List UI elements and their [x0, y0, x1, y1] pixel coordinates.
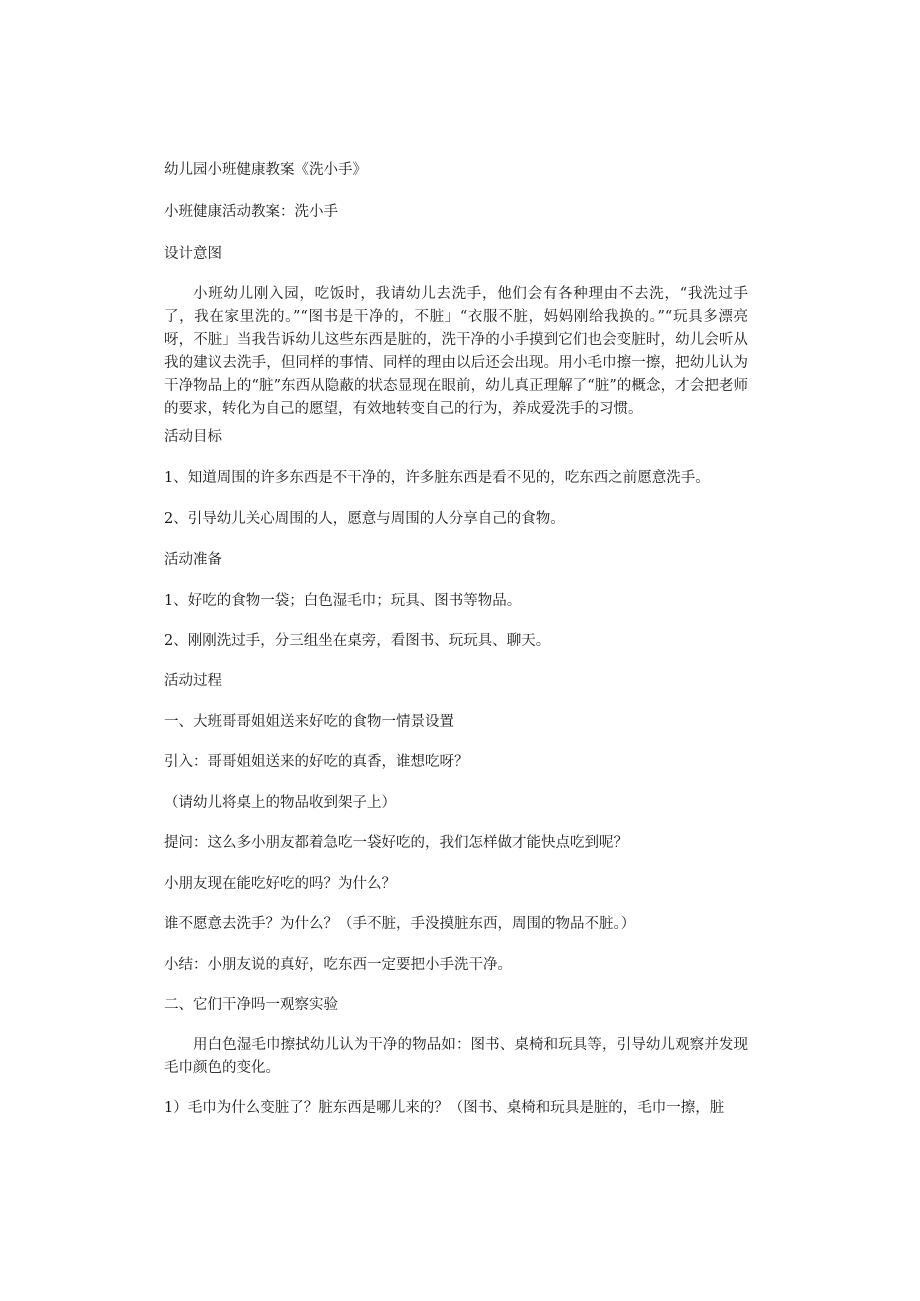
document-title: 幼儿园小班健康教案《洗小手》 — [164, 162, 367, 178]
list-item-1: 1）毛巾为什么变脏了？脏东西是哪儿来的？（图书、桌椅和玩具是脏的，毛巾一擦，脏 — [164, 1100, 725, 1116]
design-paragraph: 小班幼儿刚入园，吃饭时，我请幼儿去洗手，他们会有各种理由不去洗，“我洗过手了，我在家里洗的。”“图书是干净的，不脏」“衣服不脏，妈妈刚给我换的。”“玩具多漂亮呀，不脏」当我告诉幼儿这些东西是脏的，洗干净的小手摸到它们也会变脏时，幼儿会听从我的建议去洗手，但同样的事情、同样的理由以后还会出现。用小毛巾擦一擦，把幼儿认为干净物品上的“脏”东西从隐蔽的状态显现在眼前，幼儿真正理解了“脏”的概念，才会把老师的要求，转化为自己的愿望，有效地转变自己的行为，养成爱洗手的习惯。 — [164, 286, 748, 417]
goals-heading: 活动目标 — [164, 429, 222, 445]
goal-item-2: 2、引导幼儿关心周围的人，愿意与周围的人分享自己的食物。 — [164, 511, 565, 527]
summary-text: 小结：小朋友说的真好，吃东西一定要把小手洗干净。 — [164, 957, 512, 973]
section-1-heading: 一、大班哥哥姐姐送来好吃的食物一情景设置 — [164, 714, 454, 730]
experiment-paragraph: 用白色湿毛巾擦拭幼儿认为干净的物品如：图书、桌椅和玩具等，引导幼儿观察并发现毛巾颜色的变化。 — [164, 1037, 748, 1076]
prep-item-2: 2、刚刚洗过手，分三组坐在桌旁，看图书、玩玩具、聊天。 — [164, 633, 551, 649]
section-2-heading: 二、它们干净吗一观察实验 — [164, 997, 338, 1013]
document-subtitle: 小班健康活动教案：洗小手 — [164, 204, 338, 220]
prep-heading: 活动准备 — [164, 552, 222, 568]
design-heading: 设计意图 — [164, 246, 222, 262]
note-text: （请幼儿将桌上的物品收到架子上） — [164, 795, 396, 811]
process-heading: 活动过程 — [164, 673, 222, 689]
goal-item-1: 1、知道周围的许多东西是不干净的，许多脏东西是看不见的，吃东西之前愿意洗手。 — [164, 470, 710, 486]
prep-item-1: 1、好吃的食物一袋；白色湿毛巾；玩具、图书等物品。 — [164, 593, 522, 609]
question-3-text: 谁不愿意去洗手？为什么？（手不脏，手没摸脏东西，周围的物品不脏。） — [164, 916, 636, 932]
question-text: 提问：这么多小朋友都着急吃一袋好吃的，我们怎样做才能快点吃到呢？ — [164, 835, 628, 851]
question-2-text: 小朋友现在能吃好吃的吗？为什么？ — [164, 876, 396, 892]
intro-text: 引入：哥哥姐姐送来的好吃的真香，谁想吃呀？ — [164, 754, 469, 770]
